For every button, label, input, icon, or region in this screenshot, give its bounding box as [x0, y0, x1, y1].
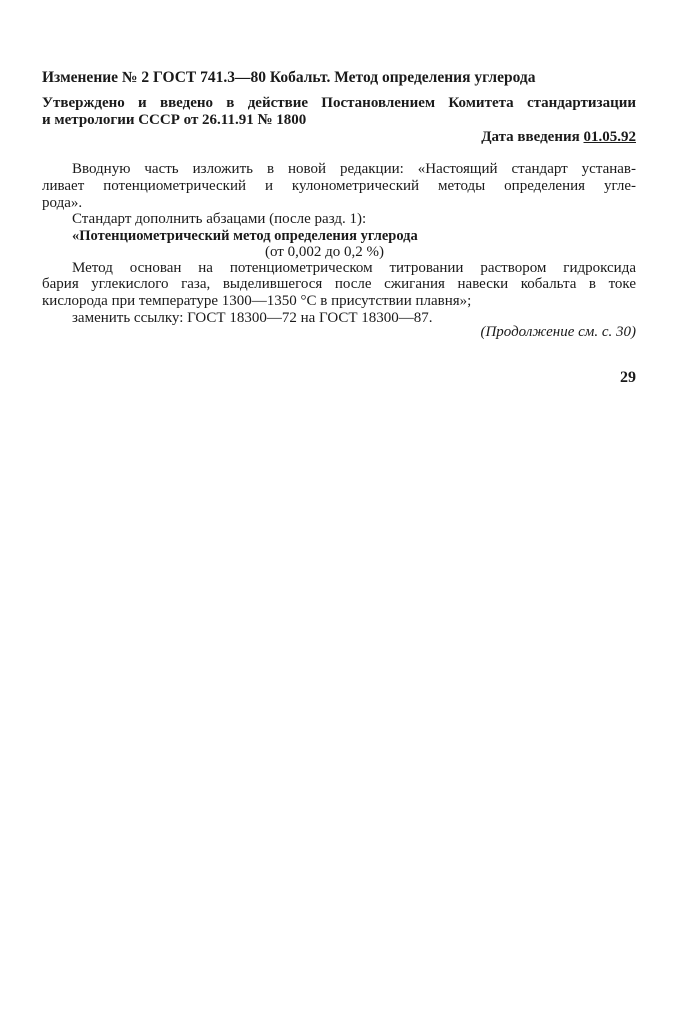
paragraph-5-line-1: Метод основан на потенциометрическом титровании раствором гидроксида	[72, 260, 636, 276]
continuation-note: (Продолжение см. с. 30)	[480, 324, 636, 340]
approval-line-1: Утверждено и введено в действие Постановлением Комитета стандартизации	[42, 95, 636, 111]
effective-date-label: Дата введения	[481, 129, 584, 145]
document-title: Изменение № 2 ГОСТ 741.3—80 Кобальт. Метод определения углерода	[42, 69, 536, 86]
page-number: 29	[620, 369, 636, 386]
paragraph-5-line-3: кислорода при температуре 1300—1350 °С в присутствии плавня»;	[42, 293, 472, 309]
paragraph-6: заменить ссылку: ГОСТ 18300—72 на ГОСТ 18300—87.	[72, 310, 433, 326]
paragraph-1-line-1: Вводную часть изложить в новой редакции: «Настоящий стандарт устанав-	[72, 161, 636, 177]
paragraph-5-line-2: бария углекислого газа, выделившегося после сжигания навески кобальта в токе	[42, 276, 636, 292]
section-heading: «Потенциометрический метод определения углерода	[72, 228, 418, 244]
paragraph-1-line-2: ливает потенциометрический и кулонометрический методы определения угле-	[42, 178, 636, 194]
paragraph-1-line-3: рода».	[42, 195, 83, 211]
approval-line-2: и метрологии СССР от 26.11.91 № 1800	[42, 112, 307, 128]
effective-date-value: 01.05.92	[583, 129, 636, 145]
effective-date	[481, 130, 636, 145]
section-range: (от 0,002 до 0,2 %)	[265, 244, 384, 260]
paragraph-2: Стандарт дополнить абзацами (после разд. 1):	[72, 211, 367, 227]
